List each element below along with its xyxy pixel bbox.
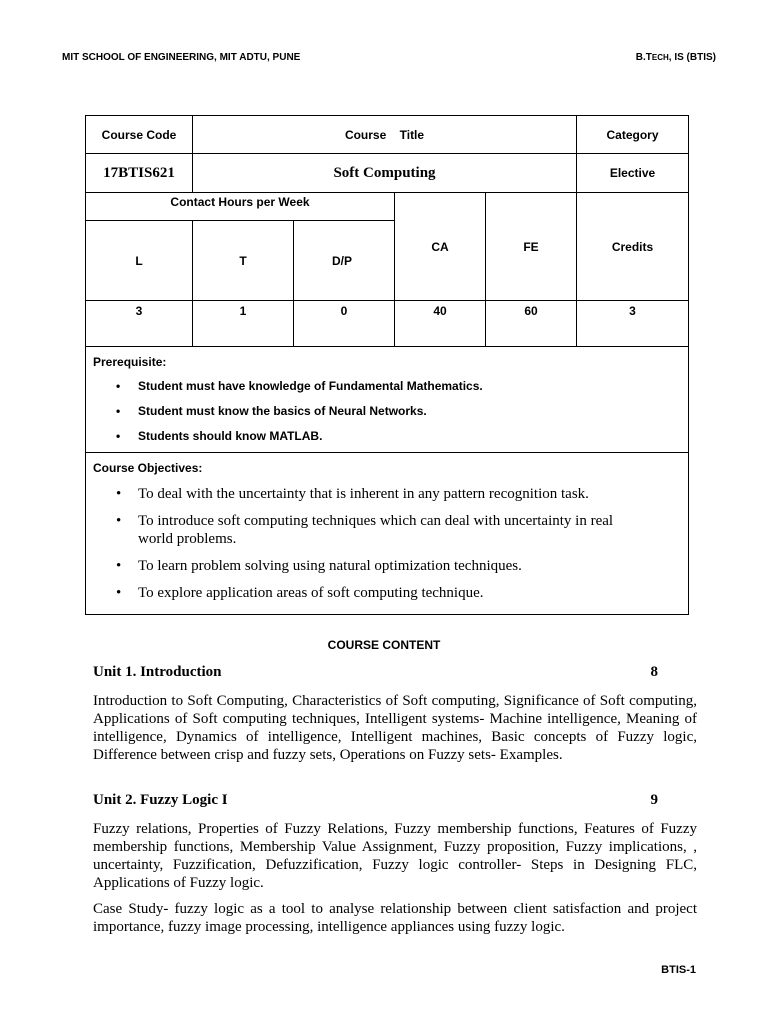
t-value: 1	[193, 301, 294, 347]
unit1-description: Introduction to Soft Computing, Characteristics of Soft computing, Significance of Soft computing, Applications of Soft computing techniques, Intelligent systems- Machine intelligence, Meaning of intelligence, Dynamics of intelligence, Intelligent machines, Basic concepts of Fuzzy logic, Difference between crisp and fuzzy sets, Operations on Fuzzy sets- Examples.	[93, 693, 697, 763]
fe-value: 60	[486, 301, 577, 347]
course-title-header: Course Title	[193, 116, 577, 154]
prerequisite-label: Prerequisite:	[93, 355, 167, 369]
objective-item: • To introduce soft computing techniques which can deal with uncertainty in real world problems.	[86, 512, 646, 548]
objective-item: • To explore application areas of soft computing technique.	[86, 584, 646, 602]
l-value: 3	[86, 301, 193, 347]
header-institution: MIT SCHOOL OF ENGINEERING, MIT ADTU, PUNE	[62, 52, 301, 63]
prerequisite-item: • Student must know the basics of Neural Networks.	[86, 404, 688, 429]
header-program-sc: ECH	[651, 53, 669, 62]
unit2-heading	[93, 792, 658, 809]
unit2-description: Fuzzy relations, Properties of Fuzzy Relations, Fuzzy membership functions, Features of Fuzzy membership functions, Membership Value Assignment, Fuzzy proposition, Fuzzy implications, , uncertainty, Fuzzification, Defuzzification, Fuzzy logic controller- Steps in Designing FLC, Applications of Fuzzy logic.	[93, 821, 697, 891]
t-header: T	[193, 221, 294, 301]
header-program	[636, 52, 716, 63]
category-value: Elective	[577, 154, 689, 193]
course-code-value: 17BTIS621	[86, 154, 193, 193]
unit1-hours: 8	[650, 664, 658, 680]
prerequisite-list	[86, 379, 688, 454]
page-number: BTIS-1	[661, 964, 696, 976]
credits-value: 3	[577, 301, 689, 347]
unit1-title: Unit 1. Introduction	[93, 664, 222, 680]
unit2-hours: 9	[650, 792, 658, 808]
unit2-case-study: Case Study- fuzzy logic as a tool to analyse relationship between client satisfaction and project importance, fuzzy image processing, intelligence appliances using fuzzy logic.	[93, 901, 697, 935]
prerequisite-item: • Student must have knowledge of Fundamental Mathematics.	[86, 379, 688, 404]
prerequisite-item: • Students should know MATLAB.	[86, 429, 688, 454]
objective-item: • To deal with the uncertainty that is inherent in any pattern recognition task.	[86, 485, 646, 503]
objectives-box	[85, 452, 689, 615]
course-info-table	[85, 115, 689, 347]
header-program-b: B.T	[635, 52, 652, 63]
objectives-list	[86, 485, 646, 611]
category-header: Category	[577, 116, 689, 154]
credits-header: Credits	[577, 193, 689, 301]
ca-value: 40	[395, 301, 486, 347]
ca-header: CA	[395, 193, 486, 301]
unit2-title: Unit 2. Fuzzy Logic I	[93, 792, 228, 808]
contact-hours-label: Contact Hours per Week	[86, 193, 395, 221]
course-code-header: Course Code	[86, 116, 193, 154]
unit1-heading	[93, 664, 658, 681]
course-content-title: COURSE CONTENT	[327, 638, 441, 652]
objectives-label: Course Objectives:	[93, 461, 203, 475]
course-title-value: Soft Computing	[193, 154, 577, 193]
l-header: L	[86, 221, 193, 301]
dp-value: 0	[294, 301, 395, 347]
objective-item: • To learn problem solving using natural optimization techniques.	[86, 557, 646, 575]
prerequisite-box	[85, 347, 689, 453]
fe-header: FE	[486, 193, 577, 301]
dp-header: D/P	[294, 221, 395, 301]
header-program-rest: , IS (BTIS)	[668, 52, 716, 63]
